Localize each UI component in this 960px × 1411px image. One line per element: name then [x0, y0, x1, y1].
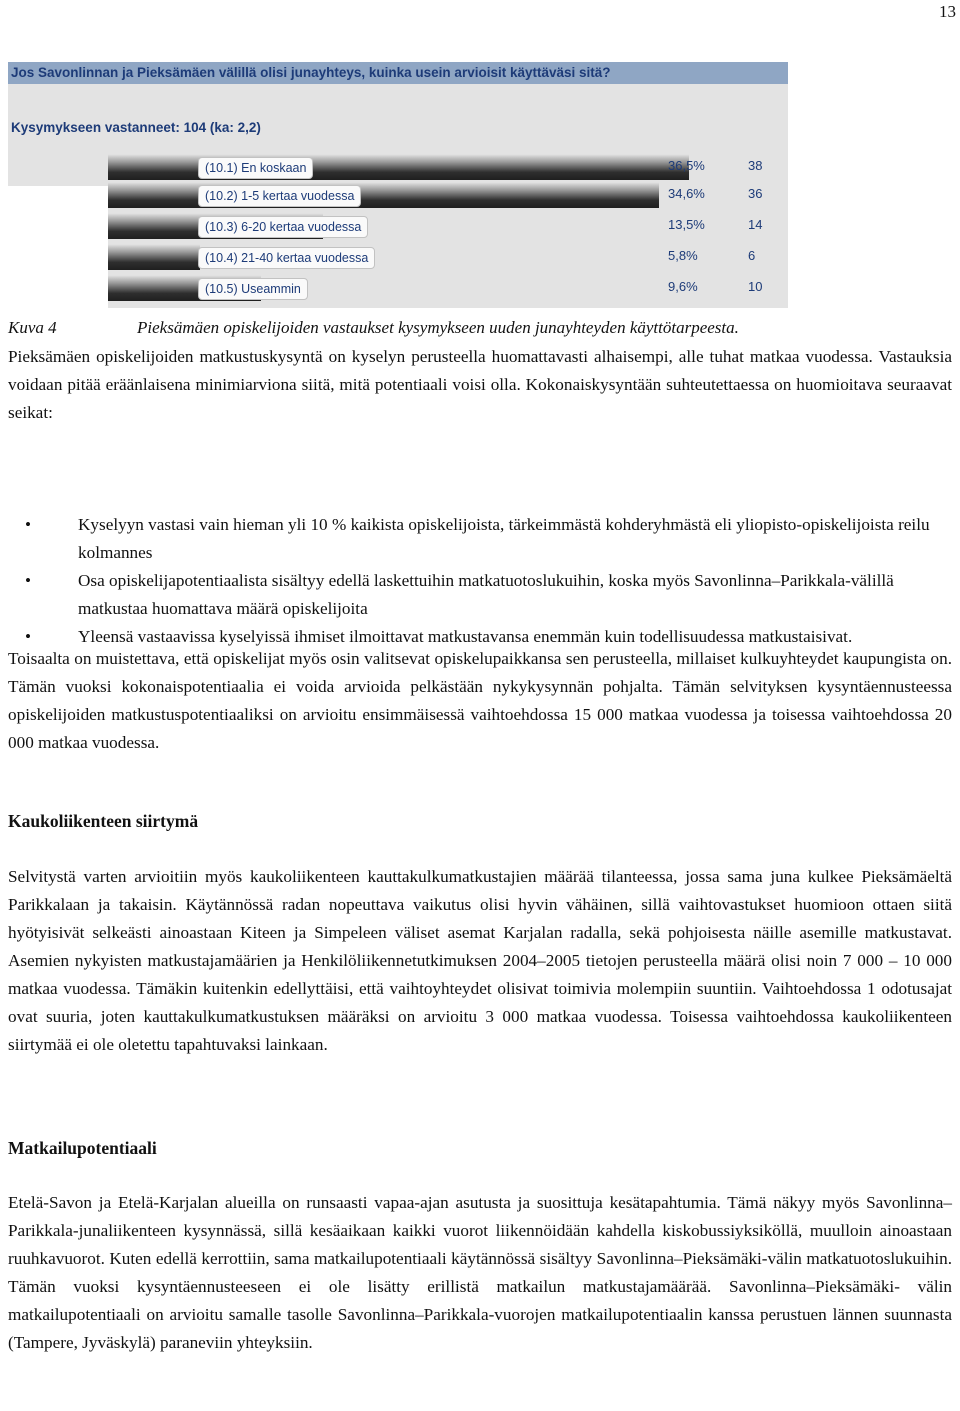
- bar-count: 14: [748, 217, 763, 232]
- bar-count: 6: [748, 248, 756, 263]
- heading-long-distance-transfer: Kaukoliikenteen siirtymä: [8, 811, 199, 831]
- caption-text: Pieksämäen opiskelijoiden vastaukset kysymykseen uuden junayhteyden käyttötarpeesta.: [137, 318, 739, 337]
- bar-label: (10.5) Useammin: [198, 278, 308, 300]
- chart-row: [108, 213, 788, 239]
- list-item: [8, 511, 952, 567]
- bullet-marker: •: [25, 571, 32, 590]
- chart-row: [108, 275, 788, 301]
- paragraph-student-demand: Pieksämäen opiskelijoiden matkustuskysyntä on kyselyn perusteella huomattavasti alhaisempi, alle tuhat matkaa vuodessa. Vastauksia voidaan pitää eräänlaisena minimiarviona siitä, mitä potentiaali voisi olla. Kokonaiskysyntään suhteutettaessa on huomioitava seuraavat seikat:: [8, 347, 952, 422]
- chart-blank-area: [8, 186, 108, 308]
- bullet-text: Yleensä vastaavissa kyselyissä ihmiset ilmoittavat matkustavansa enemmän kuin todellisuudessa matkustaisivat.: [78, 627, 853, 646]
- figure-caption: [8, 318, 739, 338]
- paragraph-long-distance: Selvitystä varten arvioitiin myös kaukoliikenteen kauttakulkumatkustajien määrää tilanteessa, jossa sama juna kulkee Pieksämäeltä Parikkalaan ja takaisin. Käytännössä radan nopeuttava vaikutus olisi hyvin vähäinen, sillä vaihtovastukset huomioon ottaen siitä hyötyisivät selkeästi ainoastaan Kiteen ja Simpeleen väliset asemat Karjalan radalla, sekä pohjoisesta näille asemille matkustavat. Asemien nykyisten matkustajamäärien ja Henkilöliikennetutkimuksen 2004–2005 tietojen perusteella määrä olisi noin 7 000 – 10 000 matkaa vuodessa. Tämäkin kuitenkin edellyttäisi, että vaihtoyhteydet olisivat toimivia molempiin suuntiin. Vaihtoehdossa 1 odotusajat ovat suuria, joten kauttakulkumatkustuksen määräksi on arvioitu 3 000 matkaa vuodessa. Toisessa vaihtoehdossa kaukoliikenteen siirtymää ei ole oletettu tapahtuvaksi lainkaan.: [8, 867, 952, 1054]
- bar-label: (10.4) 21-40 kertaa vuodessa: [198, 247, 375, 269]
- chart-title: Jos Savonlinnan ja Pieksämäen välillä olisi junayhteys, kuinka usein arvioisit käyttäväsi sitä?: [8, 62, 788, 84]
- chart-row: [108, 154, 788, 180]
- chart-bar: [108, 244, 200, 270]
- chart-bar: [108, 182, 659, 208]
- bullet-list: [8, 511, 952, 651]
- list-item: [8, 567, 952, 623]
- bar-count: 38: [748, 158, 763, 173]
- bar-percent: 34,6%: [668, 186, 705, 201]
- heading-tourism-potential: Matkailupotentiaali: [8, 1138, 157, 1158]
- respondent-count: Kysymykseen vastanneet: 104 (ka: 2,2): [11, 120, 261, 135]
- bullet-text: Kyselyyn vastasi vain hieman yli 10 % kaikista opiskelijoista, tärkeimmästä kohderyhmästä eli yliopisto-opiskelijoista reilu kolmannes: [78, 515, 930, 562]
- bar-count: 36: [748, 186, 763, 201]
- bar-label: (10.3) 6-20 kertaa vuodessa: [198, 216, 368, 238]
- bullet-text: Osa opiskelijapotentiaalista sisältyy edellä laskettuihin matkatuotoslukuihin, koska myös Savonlinna–Parikkala-välillä matkustaa huomattava määrä opiskelijoita: [78, 571, 894, 618]
- bar-label: (10.2) 1-5 kertaa vuodessa: [198, 185, 361, 207]
- bar-percent: 5,8%: [668, 248, 698, 263]
- bar-percent: 9,6%: [668, 279, 698, 294]
- chart-row: [108, 182, 788, 208]
- chart-bar: [108, 154, 689, 180]
- bar-percent: 13,5%: [668, 217, 705, 232]
- bullet-marker: •: [25, 515, 32, 534]
- bullet-marker: •: [25, 627, 32, 646]
- bar-count: 10: [748, 279, 763, 294]
- chart-row: [108, 244, 788, 270]
- bar-percent: 36,5%: [668, 158, 705, 173]
- bar-label: (10.1) En koskaan: [198, 157, 313, 179]
- survey-bar-chart: [8, 62, 788, 308]
- paragraph-student-potential: Toisaalta on muistettava, että opiskelijat myös osin valitsevat opiskelupaikkansa sen perusteella, millaiset kulkuyhteydet kaupungista on. Tämän vuoksi kokonaispotentiaalia ei voida arvioida pelkästään nykykysynnän pohjalta. Tämän selvityksen kysyntäennusteessa opiskelijoiden matkustuspotentiaaliksi on arvioitu ensimmäisessä vaihtoehdossa 15 000 matkaa vuodessa ja toisessa vaihtoehdossa 20 000 matkaa vuodessa.: [8, 649, 952, 752]
- paragraph-tourism: Etelä-Savon ja Etelä-Karjalan alueilla on runsaasti vapaa-ajan asutusta ja suosittuja kesätapahtumia. Tämä näkyy myös Savonlinna–Parikkala-junaliikenteen kysynnässä, sillä kesäaikaan kaikki vuorot liikennöidään kahdella kiskobussiyksiköllä, muulloin ainoastaan ruuhkavuorot. Kuten edellä kerrottiin, sama matkailupotentiaali käytännössä sisältyy Savonlinna–Pieksämäki-välin matkatuotoslukuihin. Tämän vuoksi kysyntäennusteeseen ei ole lisätty erillistä matkailun matkustajamäärää. Savonlinna–Pieksämäki- välin matkailupotentiaali on arvioitu samalle tasolle Savonlinna–Parikkala-vuorojen matkailupotentiaalin kanssa perustuen lännen suunnasta (Tampere, Jyväskylä) paraneviin yhteyksiin.: [8, 1193, 952, 1352]
- caption-label: Kuva 4: [8, 318, 57, 337]
- page-number: 13: [939, 2, 956, 21]
